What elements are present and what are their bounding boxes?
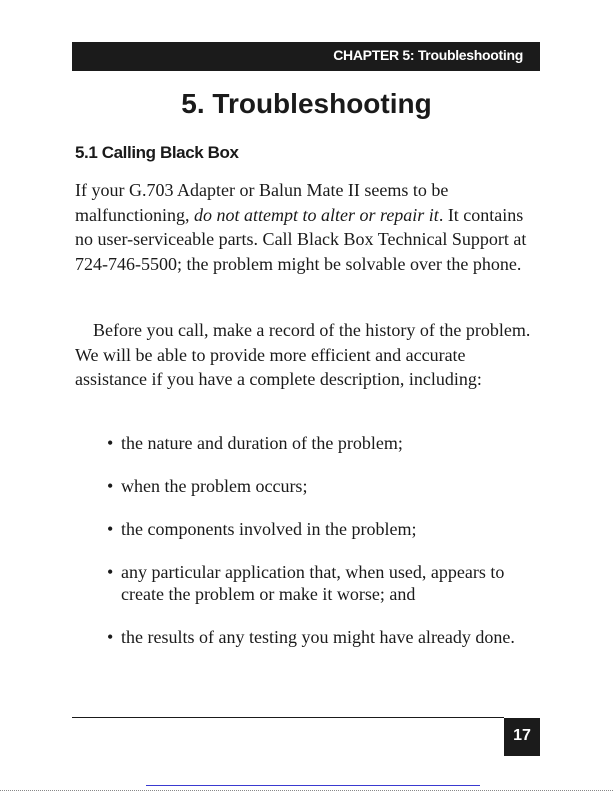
paragraph-text: . It contains no user-serviceable parts. Call Black Box Technical Support at 724-746-5500; the problem might be solvable over the phone. — [75, 204, 527, 274]
page-number-box — [504, 718, 540, 756]
checklist — [107, 432, 537, 669]
paragraph-text: Before you call, make a record of the history of the problem. We will be able to provide more efficient and accurate assistance if you have a complete description, including: — [75, 320, 531, 389]
page-edge-divider — [0, 790, 613, 791]
paragraph-text: If your G.703 Adapter or Balun Mate II seems to be malfunctioning, — [75, 180, 449, 225]
paragraph-calling — [75, 178, 535, 276]
emphasis-text: do not attempt to alter or repair it — [193, 204, 439, 225]
page-number: 17 — [513, 727, 531, 744]
list-item: • the results of any testing you might have already done. — [107, 626, 537, 648]
list-item: • the components involved in the problem; — [107, 518, 537, 540]
list-item: • when the problem occurs; — [107, 475, 537, 497]
list-item: • the nature and duration of the problem; — [107, 432, 537, 454]
footer-rule — [72, 717, 504, 718]
paragraph-before-call — [75, 318, 535, 392]
footer-link-line — [146, 785, 480, 786]
chapter-label: CHAPTER 5: Troubleshooting — [333, 47, 523, 63]
chapter-header-bar — [72, 42, 540, 71]
list-item: • any particular application that, when used, appears to create the problem or make it worse; and — [107, 561, 537, 605]
page-title: 5. Troubleshooting — [181, 88, 432, 119]
section-heading: 5.1 Calling Black Box — [75, 143, 239, 162]
